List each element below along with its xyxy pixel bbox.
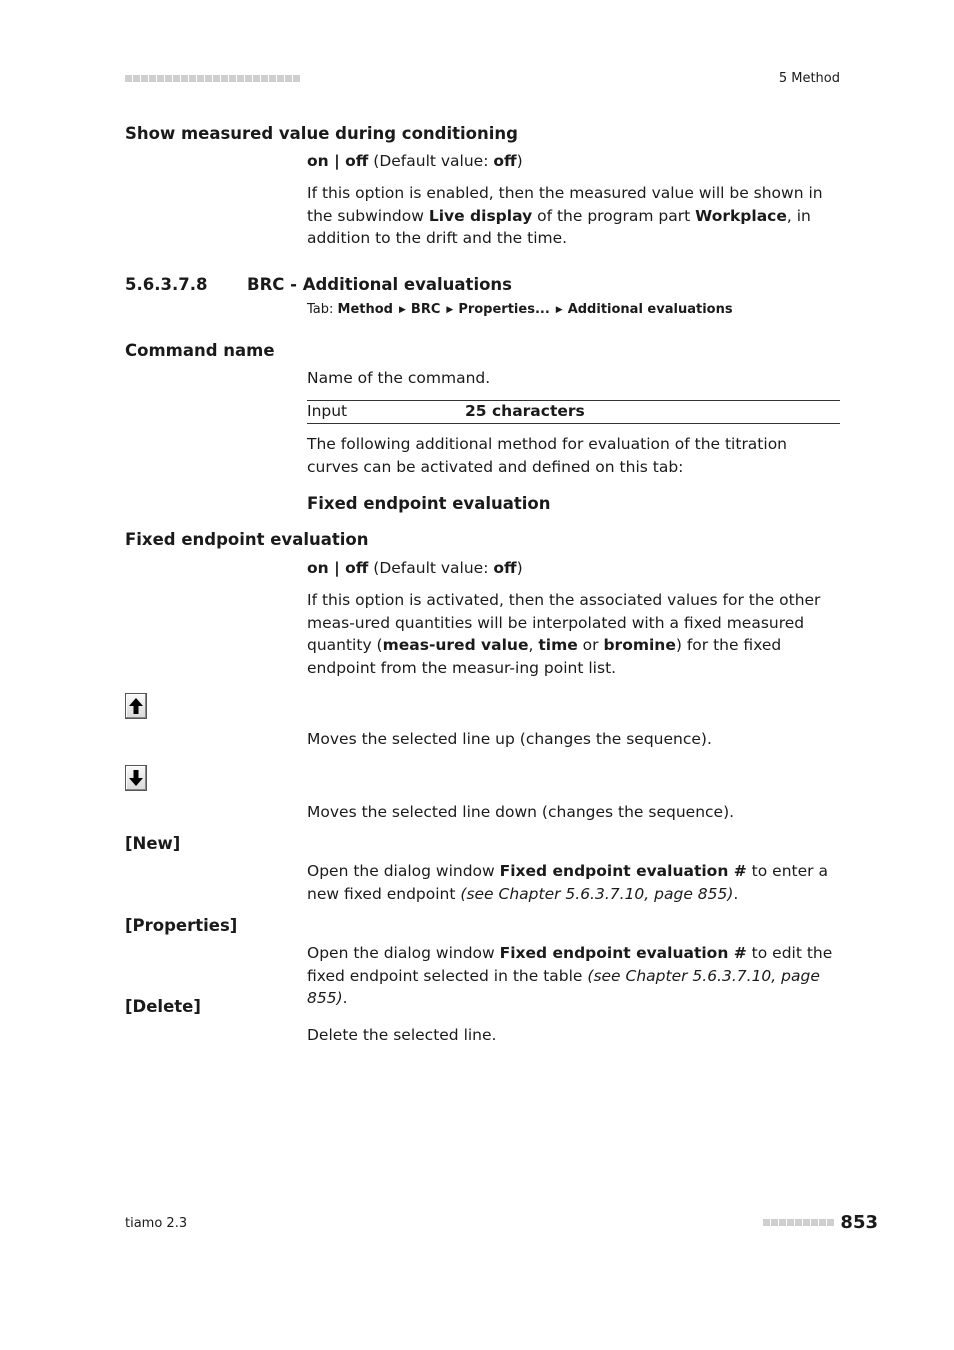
additional-methods-intro: The following additional method for evaluation of the titration curves can be activated and defined on this tab: (307, 435, 788, 476)
arrow-down-icon (125, 765, 147, 791)
method-item-fixed-endpoint: Fixed endpoint evaluation (307, 494, 551, 513)
section-title: BRC - Additional evaluations (247, 275, 512, 294)
new-description: Open the dialog window Fixed endpoint evaluation # to enter a new fixed endpoint (see Chapter 5.6.3.7.10, page 855). (307, 862, 828, 903)
fixed-endpoint-description: If this option is activated, then the associated values for the other meas-ured quantities will be interpolated with a fixed measured quantity (meas-ured value, time or bromine) for the fixed endpoint from the measur-ing point list. (307, 591, 821, 677)
delete-description: Delete the selected line. (307, 1026, 497, 1044)
move-down-description: Moves the selected line down (changes the sequence). (307, 803, 735, 821)
tab-path: Tab: Method ▶ BRC ▶ Properties... ▶ Additional evaluations (307, 302, 733, 317)
option-title-show-measured: Show measured value during conditioning (125, 124, 518, 143)
page-number: 853 (840, 1212, 878, 1233)
command-name-title: Command name (125, 341, 275, 360)
option-values-show-measured: on | off (Default value: off) (307, 152, 523, 170)
input-label: Input (307, 402, 348, 420)
page-number-block (763, 1212, 878, 1233)
move-up-description: Moves the selected line up (changes the sequence). (307, 730, 712, 748)
properties-button-label: [Properties] (125, 916, 238, 935)
option-description-show-measured: If this option is enabled, then the measured value will be shown in the subwindow Live display of the program part Workplace, in addition to the drift and the time. (307, 184, 823, 247)
footer-product: tiamo 2.3 (125, 1216, 188, 1231)
input-table (307, 400, 840, 424)
footer-decoration (763, 1219, 834, 1226)
section-number: 5.6.3.7.8 (125, 275, 208, 294)
arrow-up-icon (125, 693, 147, 719)
fixed-endpoint-title: Fixed endpoint evaluation (125, 530, 369, 549)
input-value: 25 characters (465, 402, 585, 420)
header-chapter: 5 Method (778, 71, 840, 86)
properties-description: Open the dialog window Fixed endpoint evaluation # to edit the fixed endpoint selected in the table (see Chapter 5.6.3.7.10, page 855). (307, 944, 833, 1007)
delete-button-label: [Delete] (125, 997, 201, 1016)
command-name-description: Name of the command. (307, 369, 491, 387)
header-decoration (125, 75, 300, 82)
fixed-endpoint-values: on | off (Default value: off) (307, 559, 523, 577)
new-button-label: [New] (125, 834, 181, 853)
